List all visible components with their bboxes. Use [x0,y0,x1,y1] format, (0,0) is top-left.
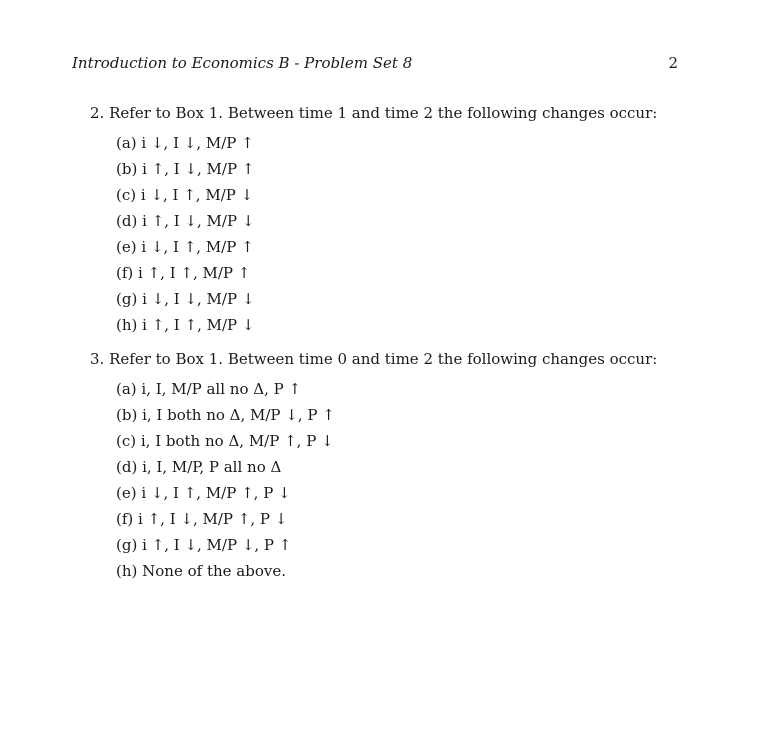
answer-options [116,379,690,587]
page-header [72,54,678,72]
answer-option: (d) i ↑, I ↓, M/P ↓ [116,212,255,230]
answer-option: (g) i ↓, I ↓, M/P ↓ [116,290,255,308]
answer-option: (h) None of the above. [116,562,286,580]
question-stem [90,349,690,369]
answer-option: (a) i ↓, I ↓, M/P ↑ [116,134,254,152]
answer-options [116,133,690,341]
answer-option: (c) i, I both no Δ, M/P ↑, P ↓ [116,432,334,450]
answer-option: (c) i ↓, I ↑, M/P ↓ [116,186,254,204]
answer-option: (b) i ↑, I ↓, M/P ↑ [116,160,255,178]
answer-option: (d) i, I, M/P, P all no Δ [116,458,282,476]
question-text: Refer to Box 1. Between time 0 and time 2 the following changes occur: [109,350,658,368]
answer-option: (f) i ↑, I ↑, M/P ↑ [116,264,251,282]
answer-option: (h) i ↑, I ↑, M/P ↓ [116,316,255,334]
document-title: Introduction to Economics B - Problem Set 8 [72,54,413,72]
question-stem [90,103,690,123]
question-2 [90,103,690,341]
question-number: 2. [90,104,105,122]
answer-option: (b) i, I both no Δ, M/P ↓, P ↑ [116,406,335,424]
answer-option: (e) i ↓, I ↑, M/P ↑ [116,238,254,256]
question-text: Refer to Box 1. Between time 1 and time 2 the following changes occur: [109,104,658,122]
page-number: 2 [668,54,678,72]
question-3 [90,349,690,587]
answer-option: (g) i ↑, I ↓, M/P ↓, P ↑ [116,536,292,554]
answer-option: (f) i ↑, I ↓, M/P ↑, P ↓ [116,510,288,528]
question-number: 3. [90,350,105,368]
answer-option: (a) i, I, M/P all no Δ, P ↑ [116,380,302,398]
answer-option: (e) i ↓, I ↑, M/P ↑, P ↓ [116,484,291,502]
